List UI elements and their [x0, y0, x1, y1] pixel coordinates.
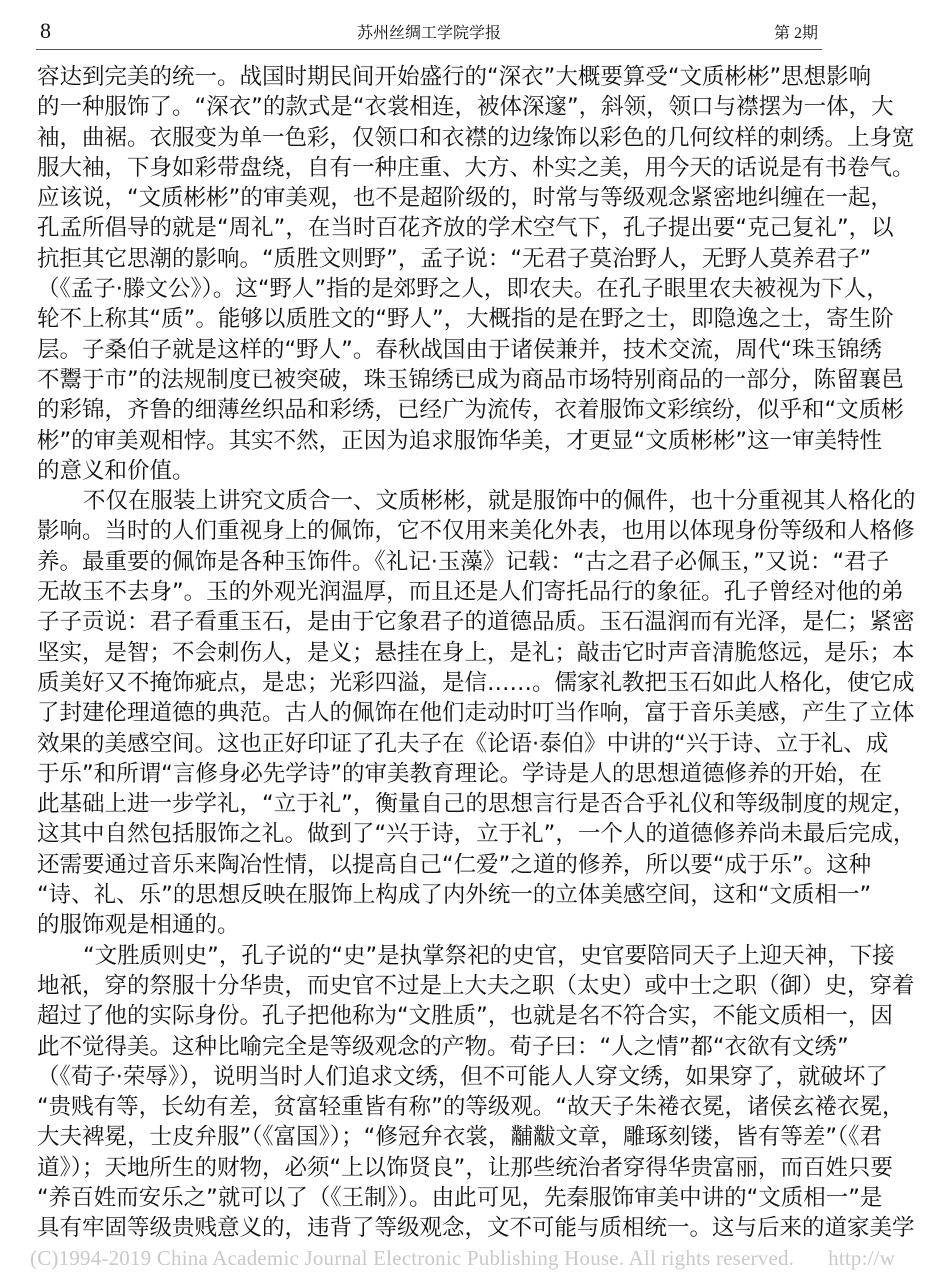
text-line: 的一种服饰了。“深衣”的款式是“衣裳相连，被体深邃”，斜领，领口与襟摆为一体，大 [37, 94, 894, 121]
text-line: 此不觉得美。这种比喻完全是等级观念的产物。荀子曰：“人之情”都“衣欲有文绣” [37, 1033, 849, 1060]
text-line: 服大袖，下身如彩带盘绕，自有一种庄重、大方、朴实之美，用今天的话说是有书卷气。 [37, 154, 915, 181]
text-line: 质美好又不掩饰疵点，是忠；光彩四溢，是信……。儒家礼教把玉石如此人格化，使它成 [37, 669, 915, 696]
text-line: 坚实，是智；不会刺伤人，是义；悬挂在身上，是礼；敲击它时声音清脆悠远，是乐；本 [37, 639, 915, 666]
text-line: 彬”的审美观相悖。其实不然，正因为追求服饰华美，才更显“文质彬彬”这一审美特性 [37, 427, 882, 454]
text-line: 应该说，“文质彬彬”的审美观，也不是超阶级的，时常与等级观念紧密地纠缠在一起， [37, 185, 893, 212]
text-line: 超过了他的实际身份。孔子把他称为“文胜质”，也就是名不符合实，不能文质相一，因 [37, 1003, 893, 1030]
text-line: 地祇，穿的祭服十分华贵，而史官不过是上大夫之职（太史）或中士之职（御）史，穿着 [37, 972, 915, 999]
header-rule [36, 49, 822, 50]
text-line: 不鬻于市”的法规制度已被突破，珠玉锦绣已成为商品市场特别商品的一部分，陈留襄邑 [37, 366, 904, 393]
watermark-url: http://w [828, 1246, 896, 1270]
text-line: 容达到完美的统一。战国时期民间开始盛行的“深衣”大概要算受“文质彬彬”思想影响 [37, 64, 872, 90]
text-line: 无故玉不去身”。玉的外观光润温厚，而且还是人们寄托品行的象征。孔子曾经对他的弟 [37, 579, 904, 606]
text-line: 具有牢固等级贵贱意义的，违背了等级观念，文不可能与质相统一。这与后来的道家美学 [37, 1215, 915, 1242]
text-line: 的意义和价值。 [37, 457, 195, 484]
issue-number: 第 2期 [773, 25, 818, 42]
text-line: 还需要通过音乐来陶冶性情，以提高自己“仁爱”之道的修养，所以要“成于乐”。这种 [37, 851, 872, 878]
article-body [37, 62, 916, 1244]
journal-title: 苏州丝绸工学院学报 [356, 25, 501, 42]
text-line: 了封建伦理道德的典范。古人的佩饰在他们走动时叮当作响，富于音乐美感，产生了立体 [37, 700, 915, 727]
text-line: （《孟子·滕文公》）。这“野人”指的是郊野之人，即农夫。在孔子眼里农夫被视为下人， [37, 276, 889, 303]
text-line: 的彩锦，齐鲁的细薄丝织品和彩绣，已经广为流传，衣着服饰文彩缤纷，似乎和“文质彬 [37, 397, 904, 424]
text-line: 不仅在服装上讲究文质合一、文质彬彬，就是服饰中的佩件，也十分重视其人格化的 [83, 488, 916, 515]
text-line: （《荀子·荣辱》），说明当时人们追求文绣，但不可能人人穿文绣，如果穿了，就破坏了 [37, 1063, 888, 1090]
text-line: 子子贡说：君子看重玉石，是由于它象君子的道德品质。玉石温润而有光泽，是仁；紧密 [37, 609, 915, 636]
paragraph [37, 941, 915, 1244]
text-line: 道》）；天地所生的财物，必须“上以饰贤良”，让那些统治者穿得华贵富丽，而百姓只要 [37, 1154, 893, 1181]
text-line: 影响。当时的人们重视身上的佩饰，它不仅用来美化外表，也用以体现身份等级和人格修 [37, 518, 915, 545]
text-line: “养百姓而安乐之”就可以了（《王制》）。由此可见，先秦服饰审美中讲的“文质相一”是 [37, 1184, 883, 1211]
text-line: 养。最重要的佩饰是各种玉饰件。《礼记·玉藻》记载：“古之君子必佩玉，”又说：“君子 [37, 548, 890, 575]
text-line: “诗、礼、乐”的思想反映在服饰上构成了内外统一的立体美感空间，这和“文质相一” [37, 882, 872, 909]
copyright-watermark [30, 1246, 929, 1271]
text-line: 的服饰观是相通的。 [37, 912, 240, 939]
text-line: “文胜质则史”，孔子说的“史”是执掌祭祀的史官，史官要陪同天子上迎天神，下接 [83, 942, 895, 969]
text-line: 袖，曲裾。衣服变为单一色彩，仅领口和衣襟的边缘饰以彩色的几何纹样的刺绣。上身宽 [37, 124, 915, 151]
text-line: 轮不上称其“质”。能够以质胜文的“野人”，大概指的是在野之士，即隐逸之士，寄生阶 [37, 306, 894, 333]
copyright-text: (C)1994-2019 China Academic Journal Electronic Publishing House. All rights reserved. [30, 1246, 795, 1270]
text-line: 层。子桑伯子就是这样的“野人”。春秋战国由于诸侯兼并，技术交流，周代“珠玉锦绣 [37, 336, 882, 363]
text-line: 孔孟所倡导的就是“周礼”，在当时百花齐放的学术空气下，孔子提出要“克己复礼”，以 [37, 215, 894, 242]
text-line: 此基础上进一步学礼，“立于礼”，衡量自己的思想言行是否合乎礼仪和等级制度的规定， [37, 791, 916, 818]
text-line: “贵贱有等，长幼有差，贫富轻重皆有称”的等级观。“故天子朱裷衣冕，诸侯玄裷衣冕， [37, 1094, 905, 1121]
paragraph [37, 62, 915, 486]
paragraph [37, 486, 916, 940]
text-line: 抗拒其它思潮的影响。“质胜文则野”，孟子说：“无君子莫治野人，无野人莫养君子” [37, 245, 872, 272]
text-line: 于乐”和所谓“言修身必先学诗”的审美教育理论。学诗是人的思想道德修养的开始，在 [37, 760, 882, 787]
text-line: 效果的美感空间。这也正好印证了孔夫子在《论语·泰伯》中讲的“兴于诗、立于礼、成 [37, 730, 889, 757]
text-line: 大夫裨冕，士皮弁服”（《富国》）；“修冠弁衣裳，黼黻文章，雕琢刻镂，皆有等差”（《君 [37, 1124, 882, 1151]
running-header [36, 18, 822, 48]
text-line: 这其中自然包括服饰之礼。做到了“兴于诗，立于礼”，一个人的道德修养尚未最后完成， [37, 821, 916, 848]
page-number: 8 [40, 18, 51, 43]
